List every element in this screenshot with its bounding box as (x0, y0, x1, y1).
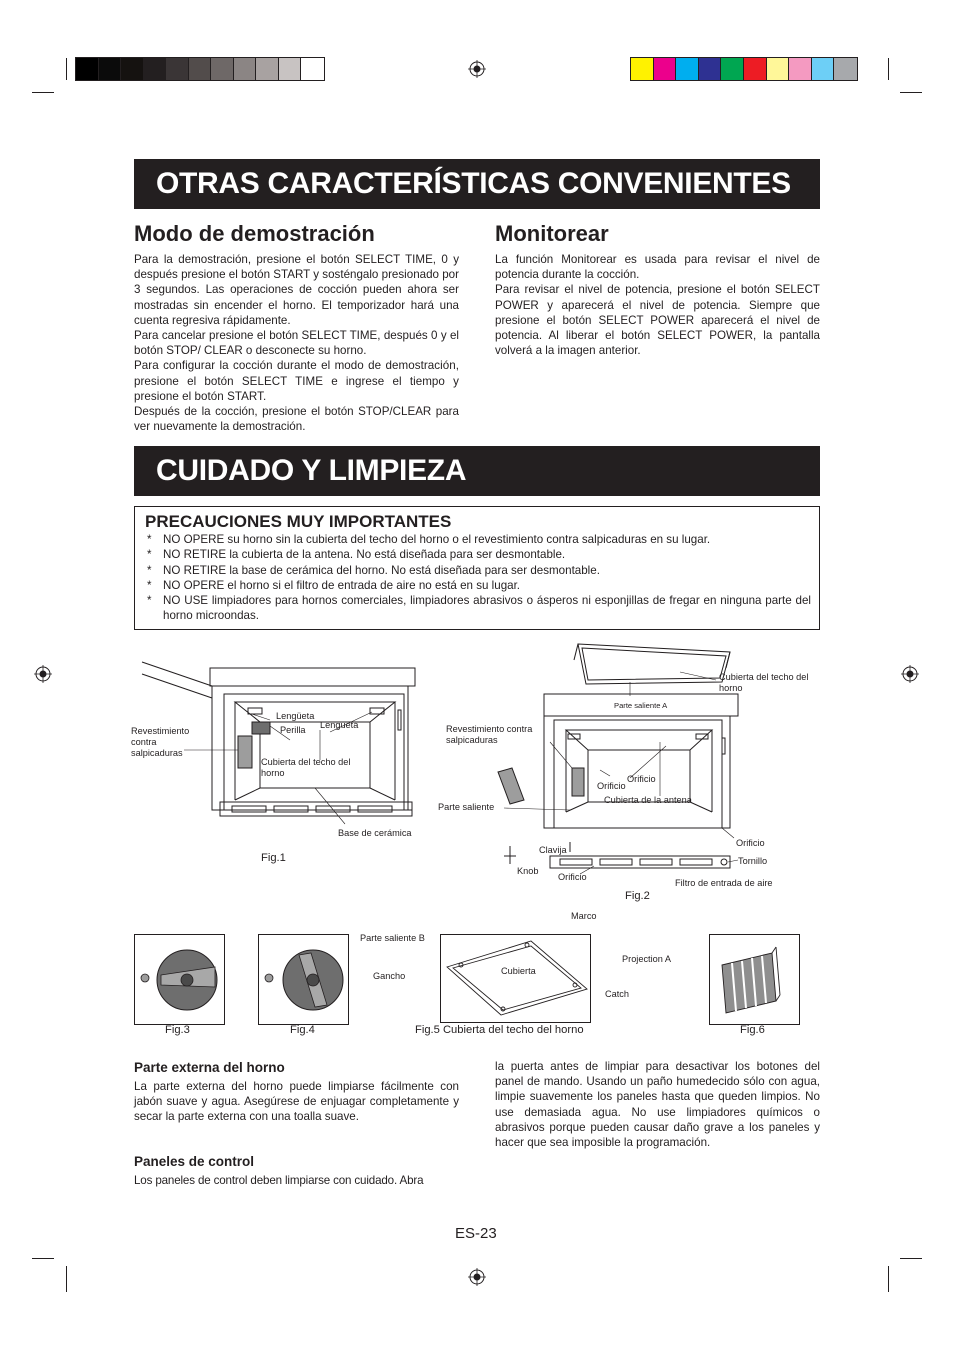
precaution-item (145, 532, 811, 547)
fig2-label-orificio-2: Orificio (597, 781, 626, 791)
fig2-label-knob: Knob (517, 866, 539, 876)
bullet-star: * (147, 578, 152, 592)
panels-text-continued: la puerta antes de limpiar para desactivar los botones del panel de mando. Usando un paño humedecido sólo con agua, limpie suavemente los paneles hasta que queden limpios. No use demasiada agua. No use limpiadores químicos o abrasivos porque pueden causar daño grave a los paneles y hacer que sea imposible la programación. (495, 1060, 820, 1150)
bullet-star: * (147, 533, 152, 546)
fig1-label-perilla: Perilla (280, 725, 306, 735)
fig1-label-base: Base de cerámica (338, 828, 412, 838)
monitor-title: Monitorear (495, 221, 609, 246)
bullet-star: * (147, 594, 152, 608)
ceiling-cover-diagram (441, 935, 592, 1024)
fig5-label-cubierta: Cubierta (501, 966, 536, 976)
color-swatch (676, 58, 699, 80)
crop-mark (888, 1266, 889, 1292)
registration-mark-icon (468, 1268, 486, 1286)
page-number: ES-23 (455, 1225, 497, 1242)
demo-text (134, 252, 459, 434)
panels-text-start: Los paneles de control deben limpiarse con cuidado. Abra (134, 1174, 424, 1187)
color-swatch (631, 58, 654, 80)
section-banner-features: OTRAS CARACTERÍSTICAS CONVENIENTES (134, 159, 820, 209)
gray-swatch (99, 58, 122, 80)
crop-mark (66, 1266, 67, 1292)
fig2-label-orificio-3: Orificio (736, 838, 765, 848)
gray-swatch (211, 58, 234, 80)
precaution-item (145, 593, 811, 624)
fig6-box (709, 934, 800, 1025)
knob-icon (135, 935, 226, 1026)
precaution-text: NO USE limpiadores para hornos comerciales, limpiadores abrasivos o ásperos ni esponjillas de fregar en ninguna parte del horno microondas. (163, 594, 811, 623)
demo-paragraph: Después de la cocción, presione el botón STOP/CLEAR para ver nuevamente la demostración. (134, 405, 459, 434)
crop-mark (32, 92, 54, 93)
fig3-box (134, 934, 225, 1025)
precaution-text: NO OPERE su horno sin la cubierta del techo del horno o el revestimiento contra salpicaduras en su lugar. (163, 533, 711, 546)
monitor-paragraph: La función Monitorear es usada para revisar el nivel de potencia durante la cocción. (495, 253, 820, 282)
precaution-text: NO OPERE el horno si el filtro de entrada de aire no está en su lugar. (163, 578, 521, 592)
gray-swatch (234, 58, 257, 80)
fig5-label-parte-saliente-b: Parte saliente B (360, 933, 425, 943)
fig1-caption: Fig.1 (261, 852, 286, 864)
demo-title: Modo de demostración (134, 221, 375, 246)
fig1-label-revestimiento: Revestimiento contra salpicaduras (131, 726, 190, 758)
precautions-box (134, 506, 820, 630)
fig2-label-parte-saliente-a: Parte saliente A (614, 701, 668, 710)
fig5-label-gancho: Gancho (373, 971, 406, 981)
air-filter-icon (710, 935, 801, 1026)
color-swatch (721, 58, 744, 80)
color-swatch (812, 58, 835, 80)
fig1-label-lengueta-2: Lengüetá (320, 720, 359, 730)
color-swatch (767, 58, 790, 80)
fig2-label-tornillo: Tornillo (738, 856, 768, 866)
bullet-star: * (147, 563, 152, 577)
fig2-label-revestimiento: Revestimiento contra salpicaduras (446, 724, 533, 745)
precaution-item (145, 563, 811, 578)
precautions-title: PRECAUCIONES MUY IMPORTANTES (145, 512, 452, 531)
precaution-item (145, 578, 811, 593)
monitor-paragraph: Para revisar el nivel de potencia, presione el botón SELECT POWER y aparecerá el nivel de potencia. Siempre que presione el botón SELECT POWER aparecerá el nivel de potencia. Al liberar el botón SELECT POWER, la pantalla volverá a la imagen anterior. (495, 283, 820, 358)
precaution-text: NO RETIRE la base de cerámica del horno. No está diseñada para ser desmontable. (163, 563, 600, 577)
color-swatch (789, 58, 812, 80)
fig3-caption: Fig.3 (165, 1024, 190, 1036)
fig2-label-parte-saliente: Parte saliente (438, 802, 495, 812)
fig2-label-orificio-4: Orificio (558, 872, 587, 882)
gray-swatch (189, 58, 212, 80)
registration-mark-icon (901, 665, 919, 683)
gray-swatch (301, 58, 324, 80)
fig2-label-cubierta-antena: Cubierta de la antena (604, 795, 692, 805)
fig2-label-orificio-1: Orificio (627, 774, 656, 784)
crop-mark (32, 1258, 54, 1259)
fig4-caption: Fig.4 (290, 1024, 315, 1036)
gray-swatch (76, 58, 99, 80)
registration-mark-icon (468, 60, 486, 78)
fig2-label-cubierta-techo: Cubierta del techo del horno (719, 672, 809, 693)
fig2-label-clavija: Clavija (539, 845, 567, 855)
color-swatch (699, 58, 722, 80)
panels-title: Paneles de control (134, 1154, 255, 1169)
crop-mark (900, 92, 922, 93)
fig2-caption: Fig.2 (625, 890, 650, 902)
gray-swatch (121, 58, 144, 80)
section-banner-care: CUIDADO Y LIMPIEZA (134, 446, 820, 496)
fig5-box (440, 934, 591, 1023)
gray-swatch (166, 58, 189, 80)
exterior-title: Parte externa del horno (134, 1060, 285, 1075)
fig6-caption: Fig.6 (740, 1024, 765, 1036)
precaution-text: NO RETIRE la cubierta de la antena. No está diseñada para ser desmontable. (163, 548, 566, 562)
crop-mark (900, 1258, 922, 1259)
precautions-list (145, 532, 811, 624)
exterior-text: La parte externa del horno puede limpiarse fácilmente con jabón suave y agua. Asegúrese de enjuagar completamente y secar la parte externa con una toalla suave. (134, 1080, 459, 1124)
gray-swatch (144, 58, 167, 80)
precaution-item (145, 547, 811, 562)
registration-mark-icon (34, 665, 52, 683)
color-swatch (654, 58, 677, 80)
fig5-label-marco: Marco (571, 911, 597, 921)
monitor-text (495, 252, 820, 358)
knob-icon (259, 935, 350, 1026)
demo-paragraph: Para la demostración, presione el botón SELECT TIME, 0 y después presione el botón START y sosténgalo presionado por 3 segundos. Las operaciones de cocción pueden ahora ser mostradas sin encender el horno. El temporizador hará una cuenta regresiva rápidamente. (134, 253, 459, 327)
demo-paragraph: Para configurar la cocción durante el modo de demostración, presione el botón SELECT TIME e ingrese el tiempo y presione el botón START. (134, 359, 459, 403)
fig2-label-filtro: Filtro de entrada de aire (675, 878, 773, 888)
gray-swatch (256, 58, 279, 80)
fig5-label-catch: Catch (605, 989, 630, 999)
bullet-star: * (147, 548, 152, 562)
color-swatch (744, 58, 767, 80)
crop-mark (66, 58, 67, 80)
color-swatch (834, 58, 857, 80)
fig1-label-cubierta: Cubierta del techo del horno (261, 757, 351, 778)
crop-mark (888, 58, 889, 80)
fig4-box (258, 934, 349, 1025)
gray-swatch (279, 58, 302, 80)
fig1-label-lengueta: Lengüeta (276, 711, 315, 721)
demo-paragraph: Para cancelar presione el botón SELECT TIME, después 0 y el botón STOP/ CLEAR o desconecte su horno. (134, 329, 459, 358)
fig5-caption: Fig.5 Cubierta del techo del horno (415, 1024, 584, 1036)
fig5-label-projection-a: Projection A (622, 954, 672, 964)
